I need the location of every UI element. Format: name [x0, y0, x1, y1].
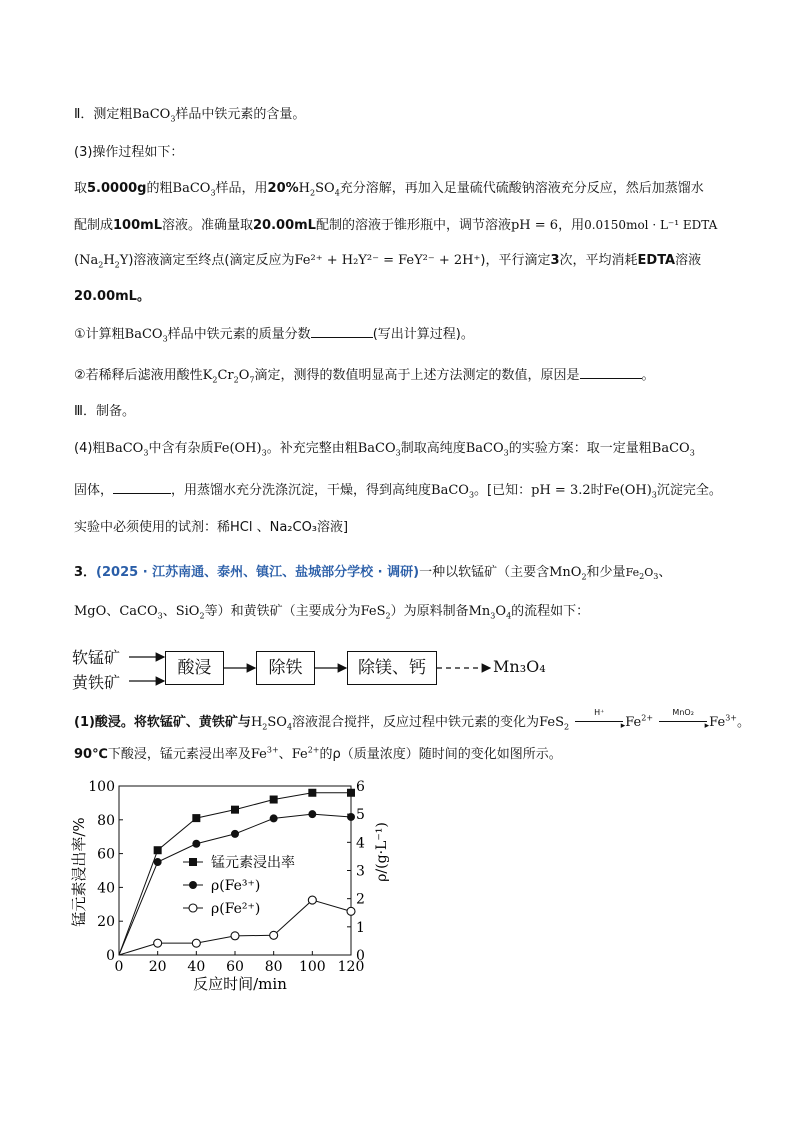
series-2-point — [154, 939, 162, 947]
flow-product: Mn₃O₄ — [493, 657, 546, 676]
problem3-line2: MgO、CaCO$_3$、SiO$_2$等）和黄铁矿（主要成分为FeS$_2$）为原料制备$Mn_3O_4$的流程如下： — [74, 604, 590, 621]
legend-label-2: ρ(Fe²⁺) — [211, 901, 261, 917]
x-tick-label: 60 — [226, 959, 244, 975]
series-2-point — [192, 939, 200, 947]
y-left-tick-label: 80 — [97, 812, 115, 829]
flow-step-iron-removal: 除铁 — [256, 651, 315, 685]
series-0-point — [270, 796, 278, 804]
series-1-point — [347, 813, 355, 821]
legend-marker-0 — [189, 858, 197, 866]
y-left-tick-label: 0 — [106, 948, 115, 964]
section2-heading: Ⅱ．测定粗BaCO$_3$样品中铁元素的含量。 — [74, 107, 306, 124]
x-tick-label: 0 — [114, 959, 124, 975]
legend-label-1: ρ(Fe³⁺) — [211, 878, 261, 894]
question4-reagents: 实验中必须使用的试剂：稀HCl 、Na₂CO₃溶液] — [74, 520, 349, 535]
y-left-tick-label: 40 — [97, 880, 115, 897]
y-right-tick-label: 2 — [356, 891, 365, 908]
legend-label-0: 锰元素浸出率 — [211, 855, 295, 871]
procedure-line3: $(Na_2H_2Y)$溶液滴定至终点(滴定反应为Fe²⁺ + H₂Y²⁻ = FeY²⁻ + 2H⁺)，平行滴定3次，平均消耗EDTA溶液 — [74, 253, 702, 270]
subquestion-1: ①计算粗BaCO$_3$样品中铁元素的质量分数 (写出计算过程)。 — [74, 327, 474, 344]
flow-step-mg-ca-removal: 除镁、钙 — [347, 651, 437, 685]
problem3-source: (2025 · 江苏南通、泰州、镇江、盐城部分学校 · 调研) — [96, 565, 420, 580]
y-left-label: 锰元素浸出率/% — [70, 817, 88, 927]
series-0-point — [192, 814, 200, 822]
y-right-tick-label: 5 — [356, 807, 365, 824]
question4-line1: (4)粗BaCO$_3$中含有杂质$Fe(OH)_3$。补充完整由粗BaCO$_3$制取高纯度BaCO$_3$的实验方案：取一定量粗BaCO$_3$ — [74, 441, 695, 458]
y-left-tick-label: 100 — [88, 779, 115, 795]
problem3-q1-line1: (1)酸浸。将软锰矿、黄铁矿与$H_2SO_4$溶液混合搅拌，反应过程中铁元素的变化为FeS$_2$ H⁺ ▸ $Fe^{2+}$ MnO₂ ▸ $Fe^{3+}$。 — [74, 708, 750, 732]
y-left-tick-label: 20 — [97, 914, 115, 931]
series-1-point — [231, 830, 239, 838]
procedure-line1: 取5.0000g的粗BaCO$_3$样品，用$20\%H_2SO_4$充分溶解，再加入足量硫代硫酸钠溶液充分反应，然后加蒸馏水 — [74, 181, 704, 198]
procedure-line2: 配制成100mL溶液。准确量取20.00mL配制的溶液于锥形瓶中，调节溶液pH = 6，用0.0150mol · L⁻¹ EDTA — [74, 218, 718, 233]
x-tick-label: 100 — [298, 959, 326, 975]
x-label: 反应时间/min — [193, 975, 287, 993]
problem3-q1-line2: 90℃下酸浸，锰元素浸出率及$Fe^{3+}$、$Fe^{2+}$的ρ（质量浓度）随时间的变化如图所示。 — [74, 745, 562, 762]
flow-input-pyrite: 黄铁矿 — [72, 673, 121, 692]
procedure-line4: 20.00mL。 — [74, 289, 150, 304]
x-tick-label: 120 — [337, 959, 365, 975]
question3-label: (3)操作过程如下： — [74, 145, 184, 160]
question4-line2: 固体， ，用蒸馏水充分洗涤沉淀，干燥，得到高纯度BaCO$_3$。[已知：pH = 3.2时$Fe(OH)_3$沉淀完全。 — [74, 483, 722, 500]
y-right-label: ρ/(g·L⁻¹) — [374, 822, 390, 882]
reaction-arrow-1: H⁺ ▸ — [573, 712, 625, 726]
series-1-point — [308, 810, 316, 818]
series-1-point — [192, 840, 200, 848]
series-0-point — [308, 789, 316, 797]
flow-step-acid-leach: 酸浸 — [165, 651, 224, 685]
x-tick-label: 20 — [148, 959, 167, 975]
legend-marker-1 — [189, 881, 197, 889]
x-tick-label: 80 — [264, 959, 283, 975]
section3-heading: Ⅲ．制备。 — [74, 404, 135, 419]
y-right-tick-label: 3 — [356, 863, 365, 880]
series-2-point — [231, 932, 239, 940]
series-2-point — [270, 931, 278, 939]
x-tick-label: 40 — [187, 959, 206, 975]
series-1-point — [154, 858, 162, 866]
series-2-point — [347, 907, 355, 915]
y-left-tick-label: 60 — [97, 846, 115, 863]
reaction-arrow-2: MnO₂ ▸ — [657, 712, 709, 726]
series-line-0 — [119, 793, 351, 955]
series-1-point — [270, 814, 278, 822]
y-right-tick-label: 6 — [356, 779, 365, 795]
problem3-line1: 3．(2025 · 江苏南通、泰州、镇江、盐城部分学校 · 调研)一种以软锰矿（主要含MnO$_2$和少量$Fe_2O_3$、 — [74, 565, 672, 582]
series-0-point — [154, 846, 162, 854]
subquestion-2: ②若稀释后滤液用酸性$K_2Cr_2O_7$滴定，测得的数值明显高于上述方法测定的数值，原因是 。 — [74, 368, 655, 385]
chart-legend — [183, 855, 295, 917]
y-right-tick-label: 1 — [356, 919, 365, 936]
series-2-point — [308, 896, 316, 904]
legend-marker-2 — [189, 904, 197, 912]
y-right-tick-label: 0 — [356, 948, 365, 964]
series-0-point — [231, 806, 239, 814]
series-0-point — [347, 789, 355, 797]
y-right-tick-label: 4 — [356, 835, 365, 852]
flow-input-pyrolusite: 软锰矿 — [72, 648, 121, 667]
